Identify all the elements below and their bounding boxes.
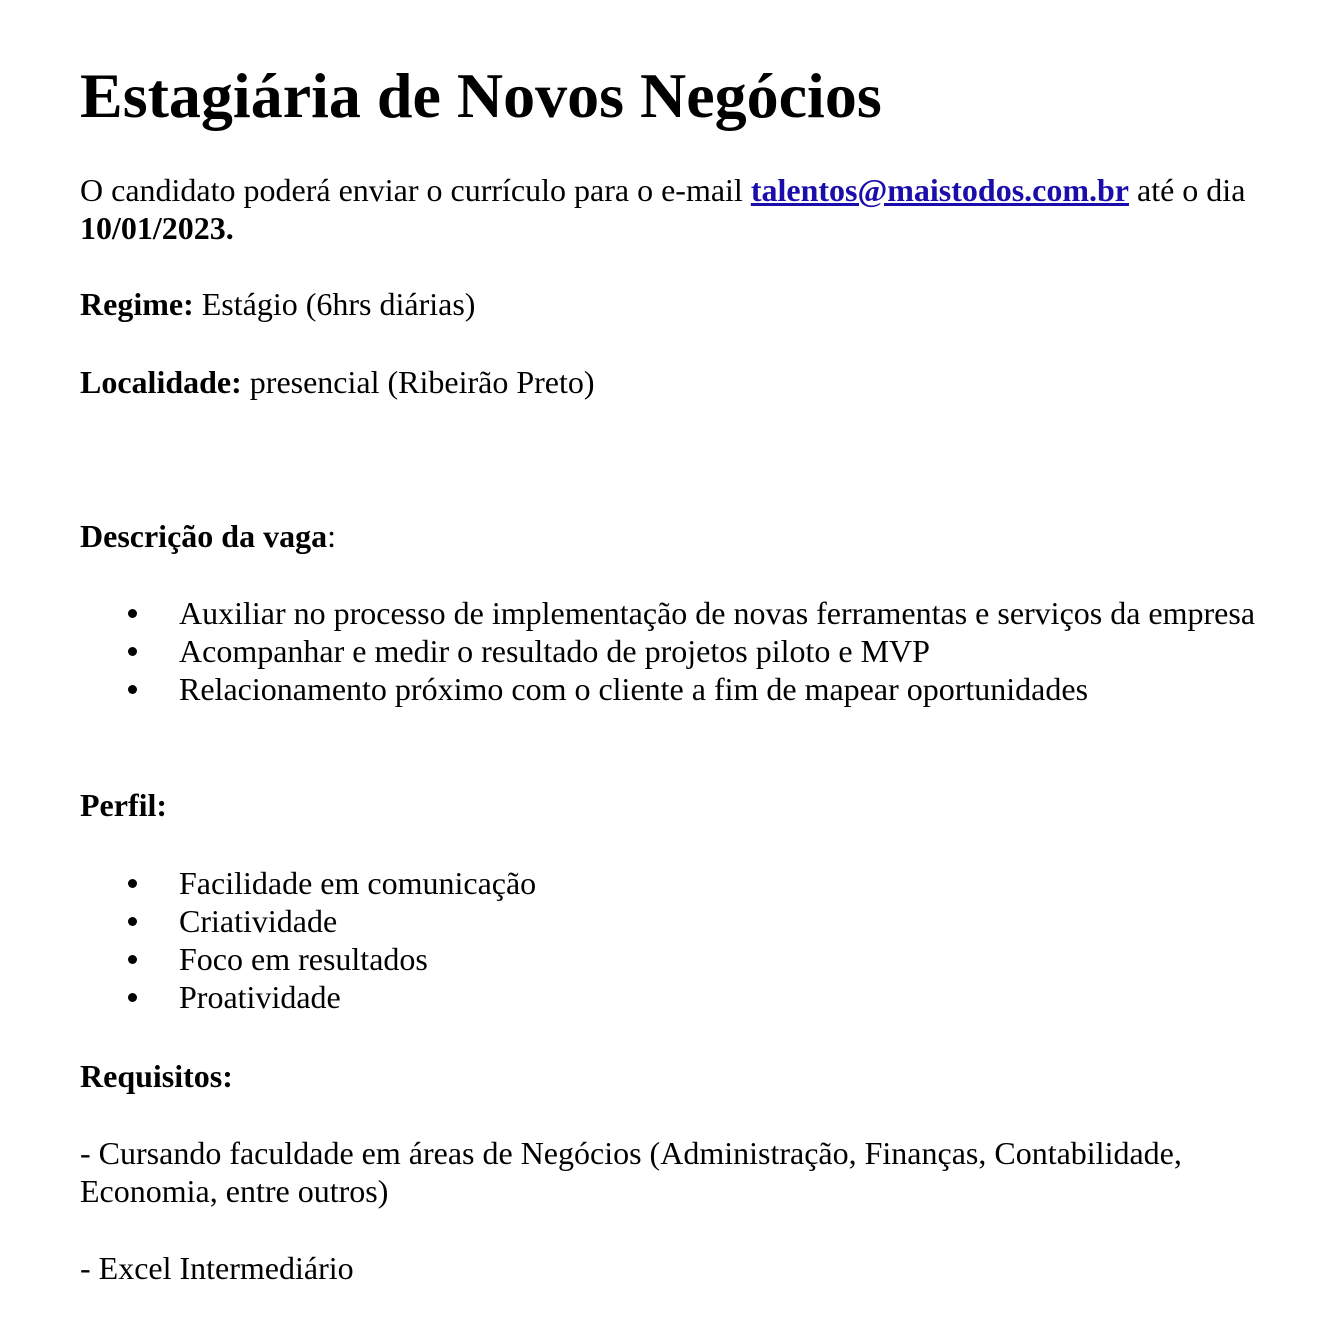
intro-text: O candidato poderá enviar o currículo para o e-mail [80, 172, 751, 208]
bullet-icon [128, 993, 137, 1002]
list-item-text: Criatividade [179, 903, 338, 939]
list-item-text: Proatividade [179, 979, 341, 1015]
list-item [80, 594, 1260, 632]
bullet-icon [128, 879, 137, 888]
list-item [80, 902, 1260, 940]
page-title: Estagiária de Novos Negócios [80, 60, 882, 131]
perfil-heading-text: Perfil: [80, 787, 168, 823]
requisito-item: - Cursando faculdade em áreas de Negócios (Administração, Finanças, Contabilidade, Economia, entre outros) [80, 1135, 1182, 1209]
list-item [80, 978, 1260, 1016]
regime-value: Estágio (6hrs diárias) [193, 286, 476, 322]
intro-text-middle: até o dia [1129, 172, 1246, 208]
list-item-text: Acompanhar e medir o resultado de projetos piloto e MVP [179, 633, 930, 669]
requisitos-heading [80, 1057, 1260, 1095]
descricao-heading-colon: : [327, 518, 336, 554]
perfil-heading [80, 786, 1260, 824]
list-item-text: Relacionamento próximo com o cliente a fim de mapear oportunidades [179, 671, 1089, 707]
list-item-text: Foco em resultados [179, 941, 428, 977]
regime-line [80, 285, 1260, 323]
descricao-heading-text: Descrição da vaga [80, 518, 328, 554]
requisito-item: - Excel Intermediário [80, 1250, 354, 1286]
list-item [80, 670, 1260, 708]
descricao-heading [80, 517, 1260, 555]
requisitos-heading-text: Requisitos: [80, 1058, 233, 1094]
intro-paragraph [80, 171, 1260, 247]
bullet-icon [128, 685, 137, 694]
list-item [80, 940, 1260, 978]
localidade-line [80, 363, 1260, 401]
list-item [80, 864, 1260, 902]
bullet-icon [128, 647, 137, 656]
bullet-icon [128, 609, 137, 618]
deadline-date: 10/01/2023. [80, 210, 234, 246]
list-item-text: Auxiliar no processo de implementação de novas ferramentas e serviços da empresa [179, 595, 1256, 631]
list-item-text: Facilidade em comunicação [179, 865, 537, 901]
descricao-list [80, 594, 1260, 708]
localidade-label: Localidade: [80, 364, 242, 400]
list-item [80, 632, 1260, 670]
bullet-icon [128, 955, 137, 964]
localidade-value: presencial (Ribeirão Preto) [241, 364, 595, 400]
perfil-list [80, 864, 1260, 1016]
regime-label: Regime: [80, 286, 194, 322]
bullet-icon [128, 917, 137, 926]
email-link[interactable]: talentos@maistodos.com.br [750, 172, 1129, 208]
